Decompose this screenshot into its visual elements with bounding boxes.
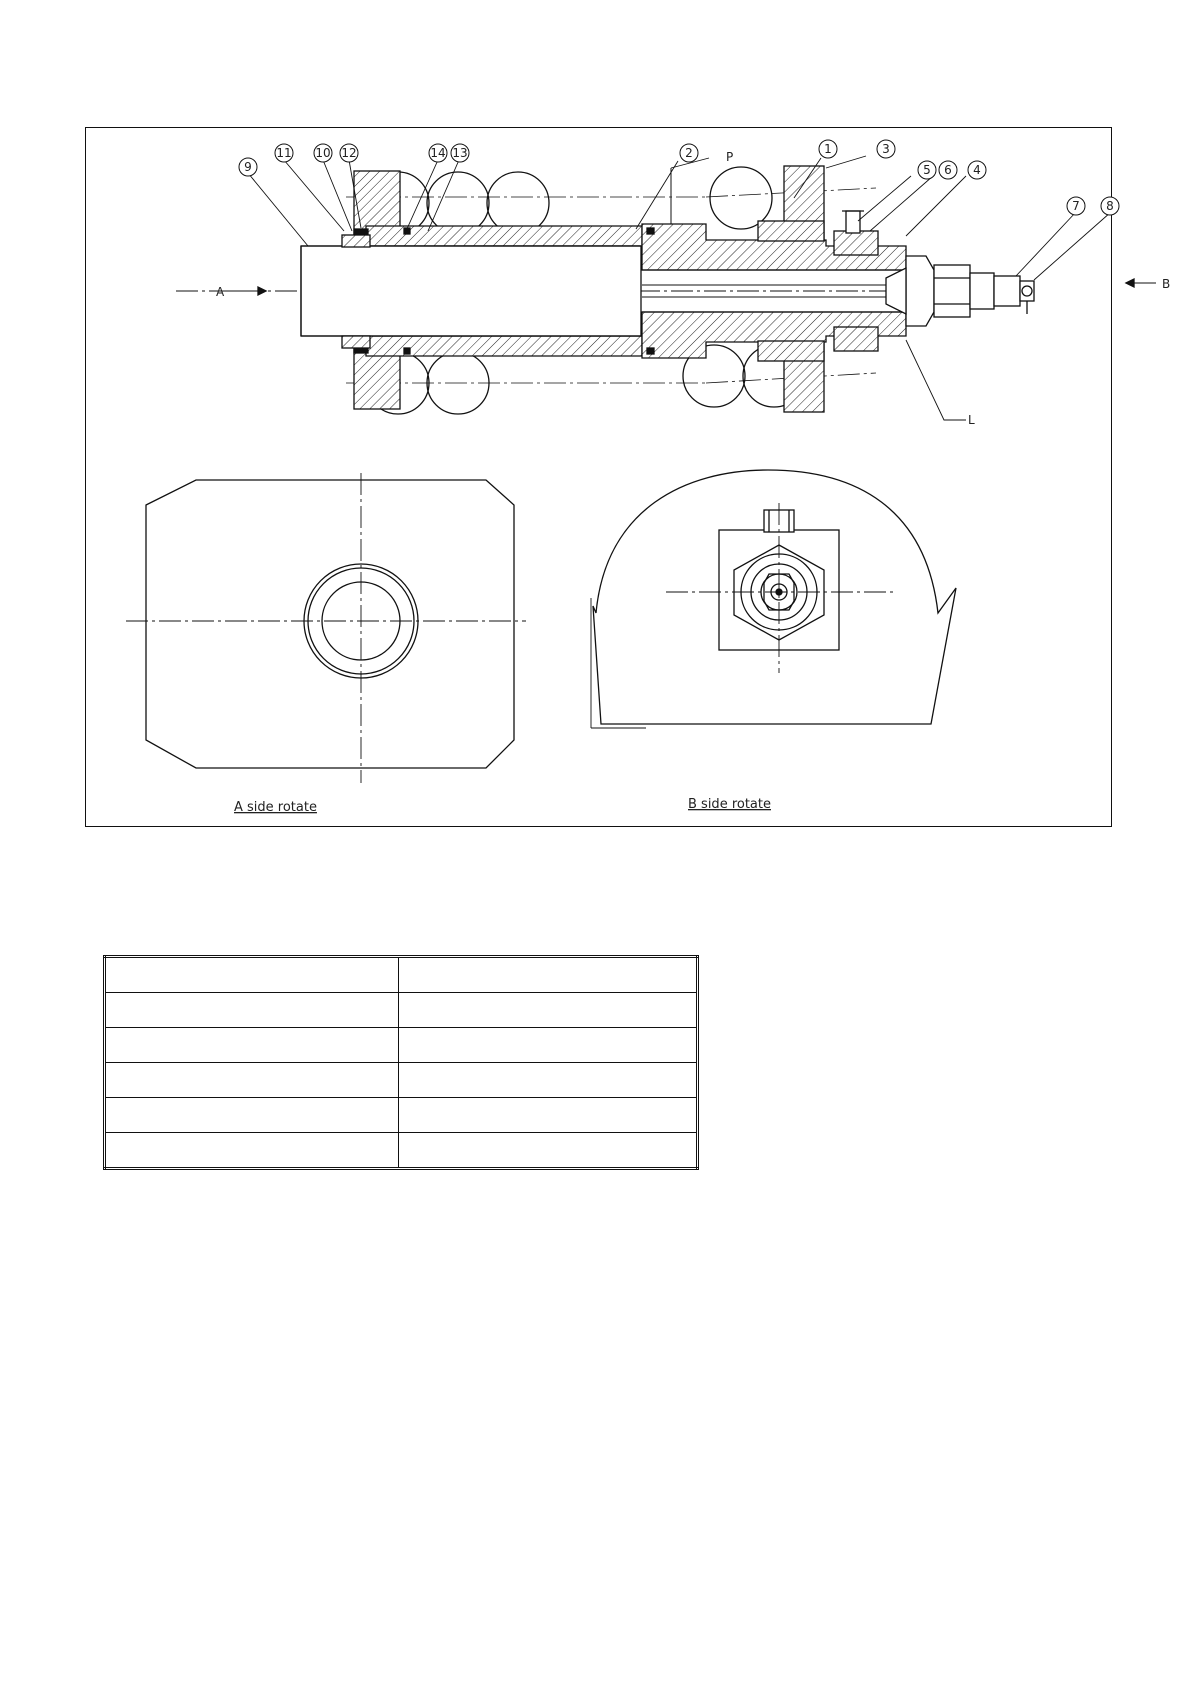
table-row [105, 957, 698, 993]
callout-2: 2 [685, 146, 693, 160]
section-view [176, 156, 1156, 420]
drawing-frame [85, 127, 1171, 827]
callout-13: 13 [452, 146, 468, 160]
table-cell [105, 1133, 399, 1169]
callout-7: 7 [1072, 199, 1080, 213]
callout-3: 3 [882, 142, 890, 156]
callout-5: 5 [923, 163, 931, 177]
callout-10: 10 [315, 146, 331, 160]
arrow-a-label: A [216, 285, 225, 299]
caption-b-side: B side rotate [688, 797, 771, 812]
table-cell [399, 1028, 698, 1063]
b-side-view [591, 470, 956, 728]
callout-12: 12 [341, 146, 357, 160]
arrow-b-label: B [1162, 277, 1171, 291]
table-cell [105, 1098, 399, 1133]
caption-a-side: A side rotate [234, 800, 317, 815]
callout-9: 9 [244, 160, 252, 174]
table-row [105, 1063, 698, 1098]
table-cell [105, 1028, 399, 1063]
table-row [105, 1133, 698, 1169]
callout-14: 14 [430, 146, 446, 160]
table-cell [105, 1063, 399, 1098]
table-row [105, 993, 698, 1028]
table-cell [399, 957, 698, 993]
table-row [105, 1028, 698, 1063]
table-cell [399, 1098, 698, 1133]
callout-6: 6 [944, 163, 952, 177]
technical-drawing [86, 128, 1171, 828]
callout-8: 8 [1106, 199, 1114, 213]
table-cell [399, 1063, 698, 1098]
callout-11: 11 [276, 146, 292, 160]
parts-table [103, 955, 699, 1170]
table-cell [399, 993, 698, 1028]
a-side-view [126, 473, 526, 783]
table-cell [105, 993, 399, 1028]
table-cell [105, 957, 399, 993]
letter-p: P [726, 150, 734, 164]
letter-l: L [968, 413, 975, 427]
table-cell [399, 1133, 698, 1169]
callout-4: 4 [973, 163, 981, 177]
callout-1: 1 [824, 142, 832, 156]
table-row [105, 1098, 698, 1133]
